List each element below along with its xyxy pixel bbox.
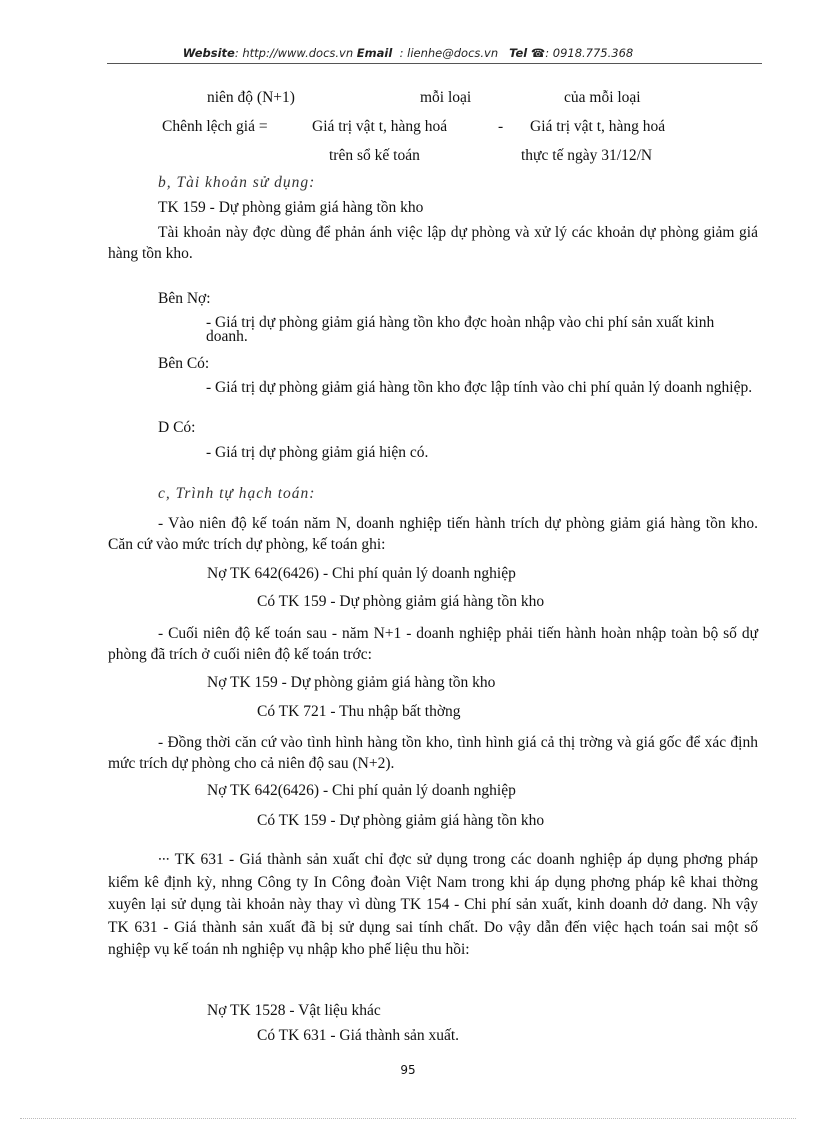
- formula-r2c1: Chênh lệch giá =: [162, 118, 268, 135]
- formula-r1c2: mỗi loại: [420, 89, 472, 106]
- tk631-entry-debit: Nợ TK 1528 - Vật liệu khác: [207, 1002, 381, 1019]
- formula-r2c3: -: [498, 118, 504, 135]
- debit-item: - Giá trị dự phòng giảm giá hàng tồn kho đợc hoàn nhập vào chi phí sản xuất kinh doanh.: [206, 314, 715, 345]
- balance-item: - Giá trị dự phòng giảm giá hiện có.: [206, 444, 429, 461]
- credit-item: - Giá trị dự phòng giảm giá hàng tồn kho đợc lập tính vào chi phí quản lý doanh nghiệp.: [206, 379, 753, 396]
- entry-1-credit: Có TK 159 - Dự phòng giảm giá hàng tồn kho: [257, 593, 545, 610]
- website-url: : http://www.docs.vn: [234, 46, 354, 60]
- formula-r3c1: trên sổ kế toán: [329, 147, 420, 164]
- bottom-divider: [20, 1118, 796, 1119]
- tel-value: : 0918.775.368: [545, 46, 634, 60]
- formula-r2c2: Giá trị vật t, hàng hoá: [312, 118, 448, 135]
- balance-label: D Có:: [158, 419, 196, 436]
- website-label: Website: [182, 46, 235, 60]
- formula-r2c4: Giá trị vật t, hàng hoá: [530, 118, 666, 135]
- section-c-paragraph-3: - Đồng thời căn cứ vào tình hình hàng tồn kho, tình hình giá cả thị trờng và giá gốc để xác định mức trích dự phòng cho cả niên độ sau (N+2).: [108, 734, 758, 772]
- formula-r1c1: niên độ (N+1): [207, 89, 295, 106]
- credit-label: Bên Có:: [158, 355, 210, 372]
- account-tk159: TK 159 - Dự phòng giảm giá hàng tồn kho: [158, 199, 424, 216]
- section-c-paragraph-1: - Vào niên độ kế toán năm N, doanh nghiệp tiến hành trích dự phòng giảm giá hàng tồn kho. Căn cứ vào mức trích dự phòng, kế toán ghi:: [108, 515, 758, 553]
- email-label: Email: [356, 46, 393, 60]
- debit-label: Bên Nợ:: [158, 290, 211, 307]
- page-number: 95: [400, 1063, 416, 1077]
- entry-3-credit: Có TK 159 - Dự phòng giảm giá hàng tồn kho: [257, 812, 545, 829]
- formula-r3c2: thực tế ngày 31/12/N: [521, 147, 653, 164]
- header-divider: [107, 63, 762, 64]
- email-value: : lienhe@docs.vn: [399, 46, 499, 60]
- tk631-paragraph: ∙∙∙ TK 631 - Giá thành sản xuất chỉ đợc sử dụng trong các doanh nghiệp áp dụng phơng pháp kiểm kê định kỳ, nhng Công ty In Công đoàn Việt Nam trong khi áp dụng phơng pháp kê khai thờng xuyên lại sử dụng tài khoản này thay vì dùng TK 154 - Chi phí sản xuất, kinh doanh dở dang. Nh vậy TK 631 - Giá thành sản xuất đã bị sử dụng sai tính chất. Do vậy dẫn đến việc hạch toán sai một số nghiệp vụ kế toán nh nghiệp vụ nhập kho phế liệu thu hồi:: [108, 851, 758, 958]
- section-b-heading: b, Tài khoản sử dụng:: [158, 174, 316, 191]
- section-c-heading: c, Trình tự hạch toán:: [158, 485, 316, 502]
- formula-r1c3: của mỗi loại: [564, 89, 641, 106]
- entry-2-debit: Nợ TK 159 - Dự phòng giảm giá hàng tồn kho: [207, 674, 496, 691]
- tk631-entry-credit: Có TK 631 - Giá thành sản xuất.: [257, 1027, 460, 1044]
- entry-2-credit: Có TK 721 - Thu nhập bất thờng: [257, 703, 461, 720]
- page-header: [0, 46, 816, 60]
- tel-label: Tel: [509, 46, 528, 60]
- account-description: Tài khoản này đợc dùng để phản ánh việc lập dự phòng và xử lý các khoản dự phòng giảm giá hàng tồn kho.: [108, 224, 758, 262]
- entry-3-debit: Nợ TK 642(6426) - Chi phí quản lý doanh nghiệp: [207, 782, 516, 799]
- phone-icon: ☎: [530, 46, 546, 60]
- section-c-paragraph-2: - Cuối niên độ kế toán sau - năm N+1 - doanh nghiệp phải tiến hành hoàn nhập toàn bộ số dự phòng đã trích ở cuối niên độ kế toán trớc:: [108, 625, 758, 663]
- entry-1-debit: Nợ TK 642(6426) - Chi phí quản lý doanh nghiệp: [207, 565, 516, 582]
